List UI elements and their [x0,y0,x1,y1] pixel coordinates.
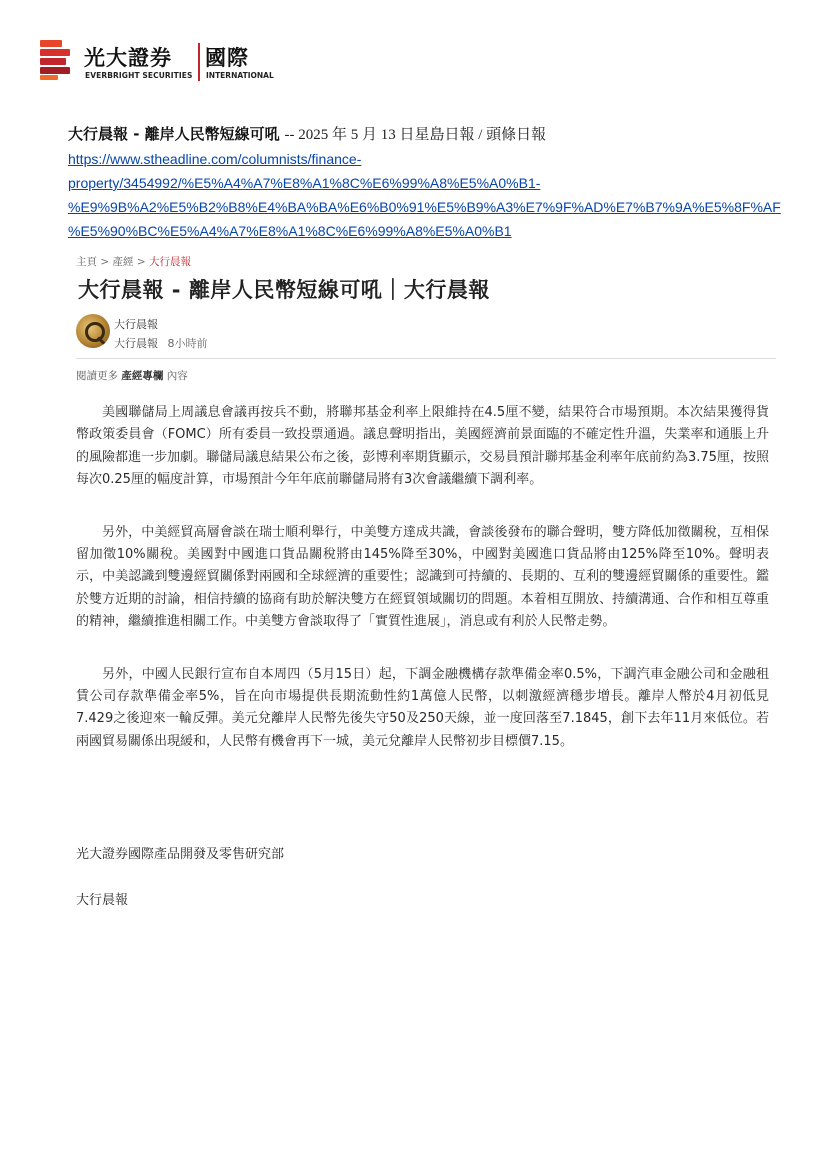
read-more-prefix: 閱讀更多 [76,370,118,382]
author-meta [114,335,208,351]
author-column[interactable]: 大行晨報 [114,337,158,350]
article-paragraph: 美國聯儲局上周議息會議再按兵不動，將聯邦基金利率上限維持在4.5厘不變，結果符合市場預期。本次結果獲得貨幣政策委員會（FOMC）所有委員一致投票通過。議息聲明指出，美國經濟前景面臨的不確定性升溫，失業率和通脹上升的風險都進一步加劇。聯儲局議息結果公布之後，彭博利率期貨顯示，交易員預計聯邦基金利率年底前約為3.75厘，按照每次0.25厘的幅度計算，市場預計今年年底前聯儲局將有3次會議繼續下調利率。 [76,405,769,488]
document-source: -- 2025 年 5 月 13 日星島日報 / 頭條日報 [284,127,547,143]
breadcrumb [76,254,191,269]
source-url-line-1[interactable]: https://www.stheadline.com/columnists/finance- [68,151,362,167]
author-avatar[interactable] [76,314,110,348]
department-credit: 光大證券國際產品開發及零售研究部 [76,847,285,862]
logo-cn-text: 光大證券 [84,46,172,70]
logo-en-right-text: INTERNATIONAL [206,71,274,80]
everbright-logo-icon [38,40,72,80]
document-header [68,122,788,243]
breadcrumb-home[interactable]: 主頁 [76,256,97,268]
read-more [76,368,188,383]
signature: 大行晨報 [76,893,129,908]
author-name[interactable]: 大行晨報 [114,318,158,331]
article-body [76,402,769,783]
article-paragraph: 另外，中國人民銀行宣布自本周四（5月15日）起，下調金融機構存款準備金率0.5%，下調汽車金融公司和金融租賃公司存款準備金率5%，旨在向市場提供長期流動性約1萬億人民幣，以刺激經濟穩步增長。離岸人幣於4月初低見7.429之後迎來一輪反彈。美元兌離岸人民幣先後失守50及250天線，並一度回落至7.1845，創下去年11月來低位。若兩國貿易關係出現緩和，人民幣有機會再下一城，美元兌離岸人民幣初步目標價7.15。 [76,666,769,749]
breadcrumb-current[interactable]: 大行晨報 [148,256,191,268]
document-title: 大行晨報 ‑ 離岸人民幣短線可吼 [68,125,280,143]
publish-time: 8小時前 [167,337,208,350]
breadcrumb-separator-icon: > [136,256,149,268]
logo-divider [198,43,200,81]
logo-en-text: EVERBRIGHT SECURITIES [85,71,193,80]
logo-cn-right-text: 國際 [205,46,249,70]
breadcrumb-finance[interactable]: 產經 [112,256,134,268]
divider [76,358,776,359]
source-url-line-3[interactable]: %E9%9B%A2%E5%B2%B8%E4%BA%BA%E6%B0%91%E5%B9%A3%E7%9F%AD%E7%B7%9A%E5%8F%AF [68,199,781,215]
article-paragraph: 另外，中美經貿高層會談在瑞士順利舉行，中美雙方達成共識，會談後發布的聯合聲明，雙方降低加徵關稅，互相保留加徵10%關稅。美國對中國進口貨品關稅將由145%降至30%，中國對美國進口貨品將由125%降至10%。聲明表示，中美認識到雙邊經貿關係對兩國和全球經濟的重要性；認識到可持續的、長期的、互利的雙邊經貿關係的重要性。鑑於雙方近期的討論，相信持續的協商有助於解決雙方在經貿領域關切的問題。本着相互開放、持續溝通、合作和相互尊重的精神，繼續推進相關工作。中美雙方會談取得了「實質性進展」，消息或有利於人民幣走勢。 [76,524,769,630]
article-title: 大行晨報 - 離岸人民幣短線可吼｜大行晨報 [78,278,490,302]
source-url-line-2[interactable]: property/3454992/%E5%A4%A7%E8%A1%8C%E6%99%A8%E5%A0%B1- [68,175,541,191]
read-more-link[interactable]: 產經專欄 [121,370,164,382]
source-url-line-4[interactable]: %E5%90%BC%E5%A4%A7%E8%A1%8C%E6%99%A8%E5%A0%B1 [68,223,512,239]
breadcrumb-separator-icon: > [100,256,113,268]
read-more-suffix: 內容 [166,370,188,382]
title-line [68,122,788,147]
company-logo [38,40,298,84]
